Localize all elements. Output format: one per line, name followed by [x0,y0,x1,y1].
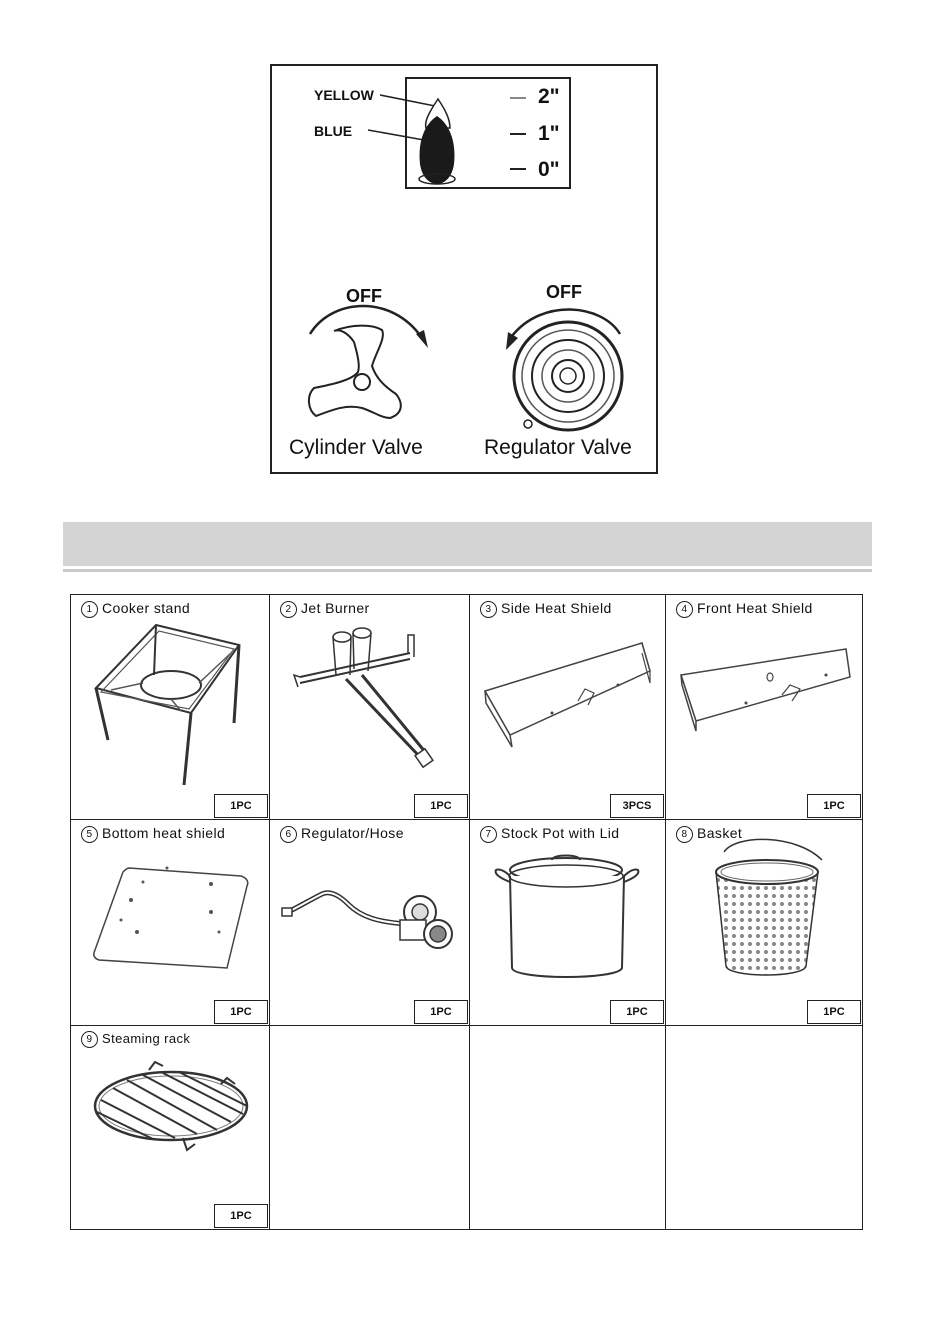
gauge-mark-0: 0" [538,158,560,181]
jet-burner-icon [270,595,470,820]
part-number: 9 [81,1031,98,1048]
part-number: 5 [81,826,98,843]
bottom-heat-shield-icon [71,820,270,1026]
quantity-badge: 1PC [610,1000,664,1024]
part-cell [71,595,270,820]
regulator-hose-icon [270,820,470,1026]
part-name: Front Heat Shield [697,600,813,616]
empty-cell [666,1026,863,1230]
quantity-badge: 1PC [214,1000,268,1024]
part-number: 2 [280,601,297,618]
empty-cell [470,1026,666,1230]
part-cell [666,820,863,1026]
yellow-label: YELLOW [314,87,374,103]
part-cell [71,820,270,1026]
stock-pot-icon [470,820,666,1026]
part-name: Bottom heat shield [102,825,226,841]
section-divider [63,569,872,572]
quantity-badge: 1PC [414,1000,468,1024]
section-header-bar [63,522,872,566]
part-cell [666,595,863,820]
flame-valve-figure [270,64,658,474]
part-name: Regulator/Hose [301,825,404,841]
gauge-mark-1: 1" [538,122,560,145]
regulator-valve-icon [506,309,622,430]
quantity-badge: 1PC [214,794,268,818]
basket-icon [666,820,863,1026]
part-name: Side Heat Shield [501,600,612,616]
part-number: 6 [280,826,297,843]
part-number: 7 [480,826,497,843]
steaming-rack-icon [71,1026,270,1230]
quantity-badge: 1PC [807,1000,861,1024]
part-number: 3 [480,601,497,618]
quantity-badge: 1PC [214,1204,268,1228]
gauge-mark-2: 2" [538,85,560,108]
part-number: 4 [676,601,693,618]
quantity-badge: 3PCS [610,794,664,818]
cylinder-off-label: OFF [346,286,382,306]
cooker-stand-icon [71,595,270,820]
part-name: Jet Burner [301,600,370,616]
part-number: 1 [81,601,98,618]
cylinder-valve-icon [309,306,428,418]
empty-cell [270,1026,470,1230]
part-cell [470,820,666,1026]
regulator-valve-caption: Regulator Valve [484,436,632,459]
part-cell [270,595,470,820]
regulator-off-label: OFF [546,282,582,302]
part-name: Stock Pot with Lid [501,825,620,841]
quantity-badge: 1PC [807,794,861,818]
part-cell [270,820,470,1026]
cylinder-valve-caption: Cylinder Valve [289,436,423,459]
side-heat-shield-icon [470,595,666,820]
part-cell [71,1026,270,1230]
blue-label: BLUE [314,123,353,139]
front-heat-shield-icon [666,595,863,820]
quantity-badge: 1PC [414,794,468,818]
part-name: Steaming rack [102,1031,191,1046]
part-name: Basket [697,825,743,841]
parts-grid [70,594,863,1230]
part-name: Cooker stand [102,600,191,616]
part-number: 8 [676,826,693,843]
part-cell [470,595,666,820]
